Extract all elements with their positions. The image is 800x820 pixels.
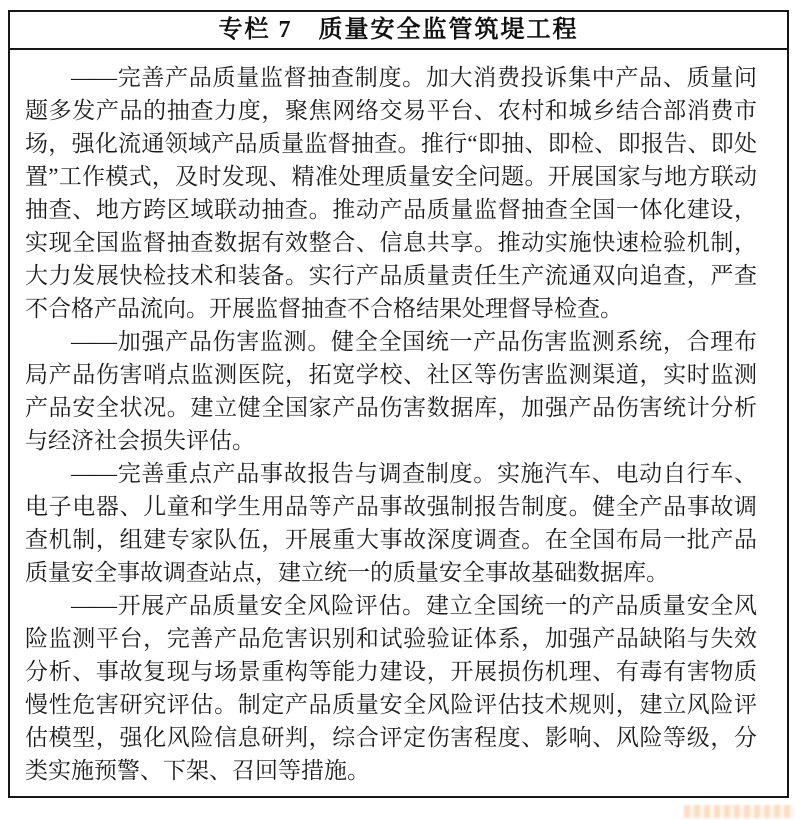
paragraph-injury-monitoring: ——加强产品伤害监测。健全全国统一产品伤害监测系统，合理布局产品伤害哨点监测医院，拓宽学校、社区等伤害监测渠道，实时监测产品安全状况。建立健全国家产品伤害数据库，加强产品伤害统计分析与经济社会损失评估。 xyxy=(25,329,757,453)
paragraph-risk-assessment: ——开展产品质量安全风险评估。建立全国统一的产品质量安全风险监测平台，完善产品危害识别和试验验证体系，加强产品缺陷与失效分析、事故复现与场景重构等能力建设，开展损伤机理、有毒有害物质慢性危害研究评估。制定产品质量安全风险评估技术规则，建立风险评估模型，强化风险信息研判，综合评定伤害程度、影响、风险等级，分类实施预警、下架、召回等措施。 xyxy=(25,593,757,783)
column-box-body xyxy=(10,50,787,787)
column-box xyxy=(8,10,789,798)
column-box-title: 专栏 7 质量安全监管筑堤工程 xyxy=(10,12,787,50)
watermark xyxy=(684,805,794,818)
paragraph-supervision-sampling: ——完善产品质量监督抽查制度。加大消费投诉集中产品、质量问题多发产品的抽查力度，聚焦网络交易平台、农村和城乡结合部消费市场，强化流通领域产品质量监督抽查。推行“即抽、即检、即报告、即处置”工作模式，及时发现、精准处理质量安全问题。开展国家与地方联动抽查、地方跨区域联动抽查。推动产品质量监督抽查全国一体化建设，实现全国监督抽查数据有效整合、信息共享。推动实施快速检验机制，大力发展快检技术和装备。实行产品质量责任生产流通双向追查，严查不合格产品流向。开展监督抽查不合格结果处理督导检查。 xyxy=(25,65,757,321)
paragraph-accident-reporting: ——完善重点产品事故报告与调查制度。实施汽车、电动自行车、电子电器、儿童和学生用品等产品事故强制报告制度。健全产品事故调查机制，组建专家队伍，开展重大事故深度调查。在全国布局一批产品质量安全事故调查站点，建立统一的质量安全事故基础数据库。 xyxy=(25,461,757,585)
